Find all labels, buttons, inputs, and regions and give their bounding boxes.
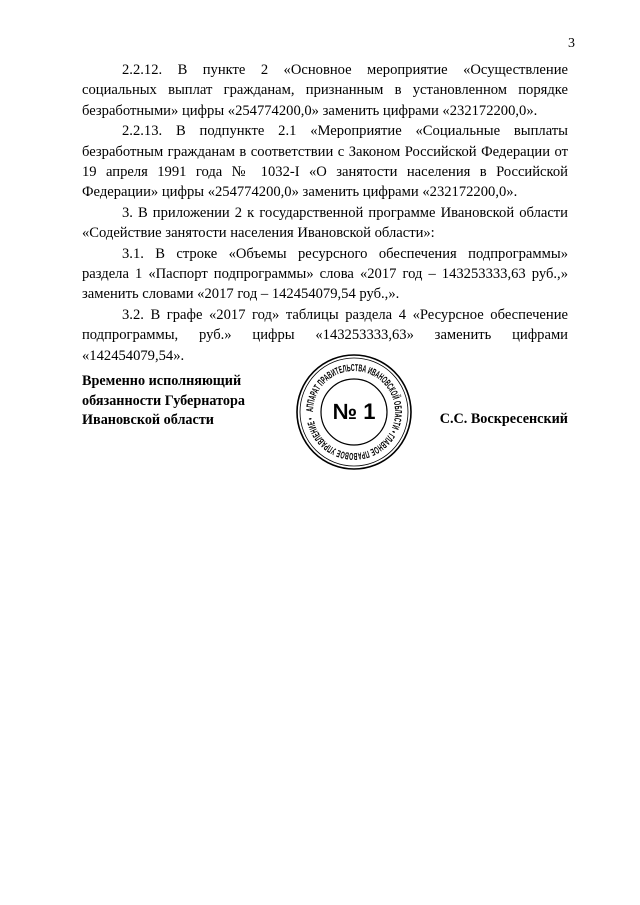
document-body [82, 60, 568, 366]
signatory-title-line: обязанности Губернатора [82, 392, 245, 409]
official-seal-stamp [294, 352, 414, 472]
paragraph-3-2: 3.2. В графе «2017 год» таблицы раздела 4 «Ресурсное обеспечение подпрограммы, руб.» цифры «143253333,63» заменить цифрами «142454079,54». [82, 306, 568, 364]
signature-block [82, 362, 568, 462]
paragraph-2-2-13: 2.2.13. В подпункте 2.1 «Мероприятие «Социальные выплаты безработным гражданам в соответствии с Законом Российской Федерации от 19 апреля 1991 года № 1032-I «О занятости населения в Российской Федерации» цифры «254774200,0» заменить цифрами «232172200,0». [82, 123, 568, 201]
paragraph-3-1: 3.1. В строке «Объемы ресурсного обеспечения подпрограммы» раздела 1 «Паспорт подпрограммы» слова «2017 год – 143253333,63 руб.,» заменить словами «2017 год – 142454079,54 руб.,». [82, 245, 568, 303]
seal-ring-text: АППАРАТ ПРАВИТЕЛЬСТВА ИВАНОВСКОЙ ОБЛАСТИ • ГЛАВНОЕ ПРАВОВОЕ УПРАВЛЕНИЕ • [304, 362, 404, 462]
paragraph-3: 3. В приложении 2 к государственной программе Ивановской области «Содействие занятости населения Ивановской области»: [82, 204, 568, 242]
page-number: 3 [568, 36, 575, 51]
seal-center-number: № 1 [332, 399, 376, 424]
signatory-title-line: Временно исполняющий [82, 373, 242, 389]
signatory-name: С.С. Воскресенский [439, 411, 568, 427]
signatory-title-line: Ивановской области [82, 412, 214, 428]
paragraph-2-2-12: 2.2.12. В пункте 2 «Основное мероприятие «Осуществление социальных выплат гражданам, признанным в установленном порядке безработными» цифры «254774200,0» заменить цифрами «232172200,0». [82, 62, 568, 119]
signatory-title [82, 372, 245, 431]
